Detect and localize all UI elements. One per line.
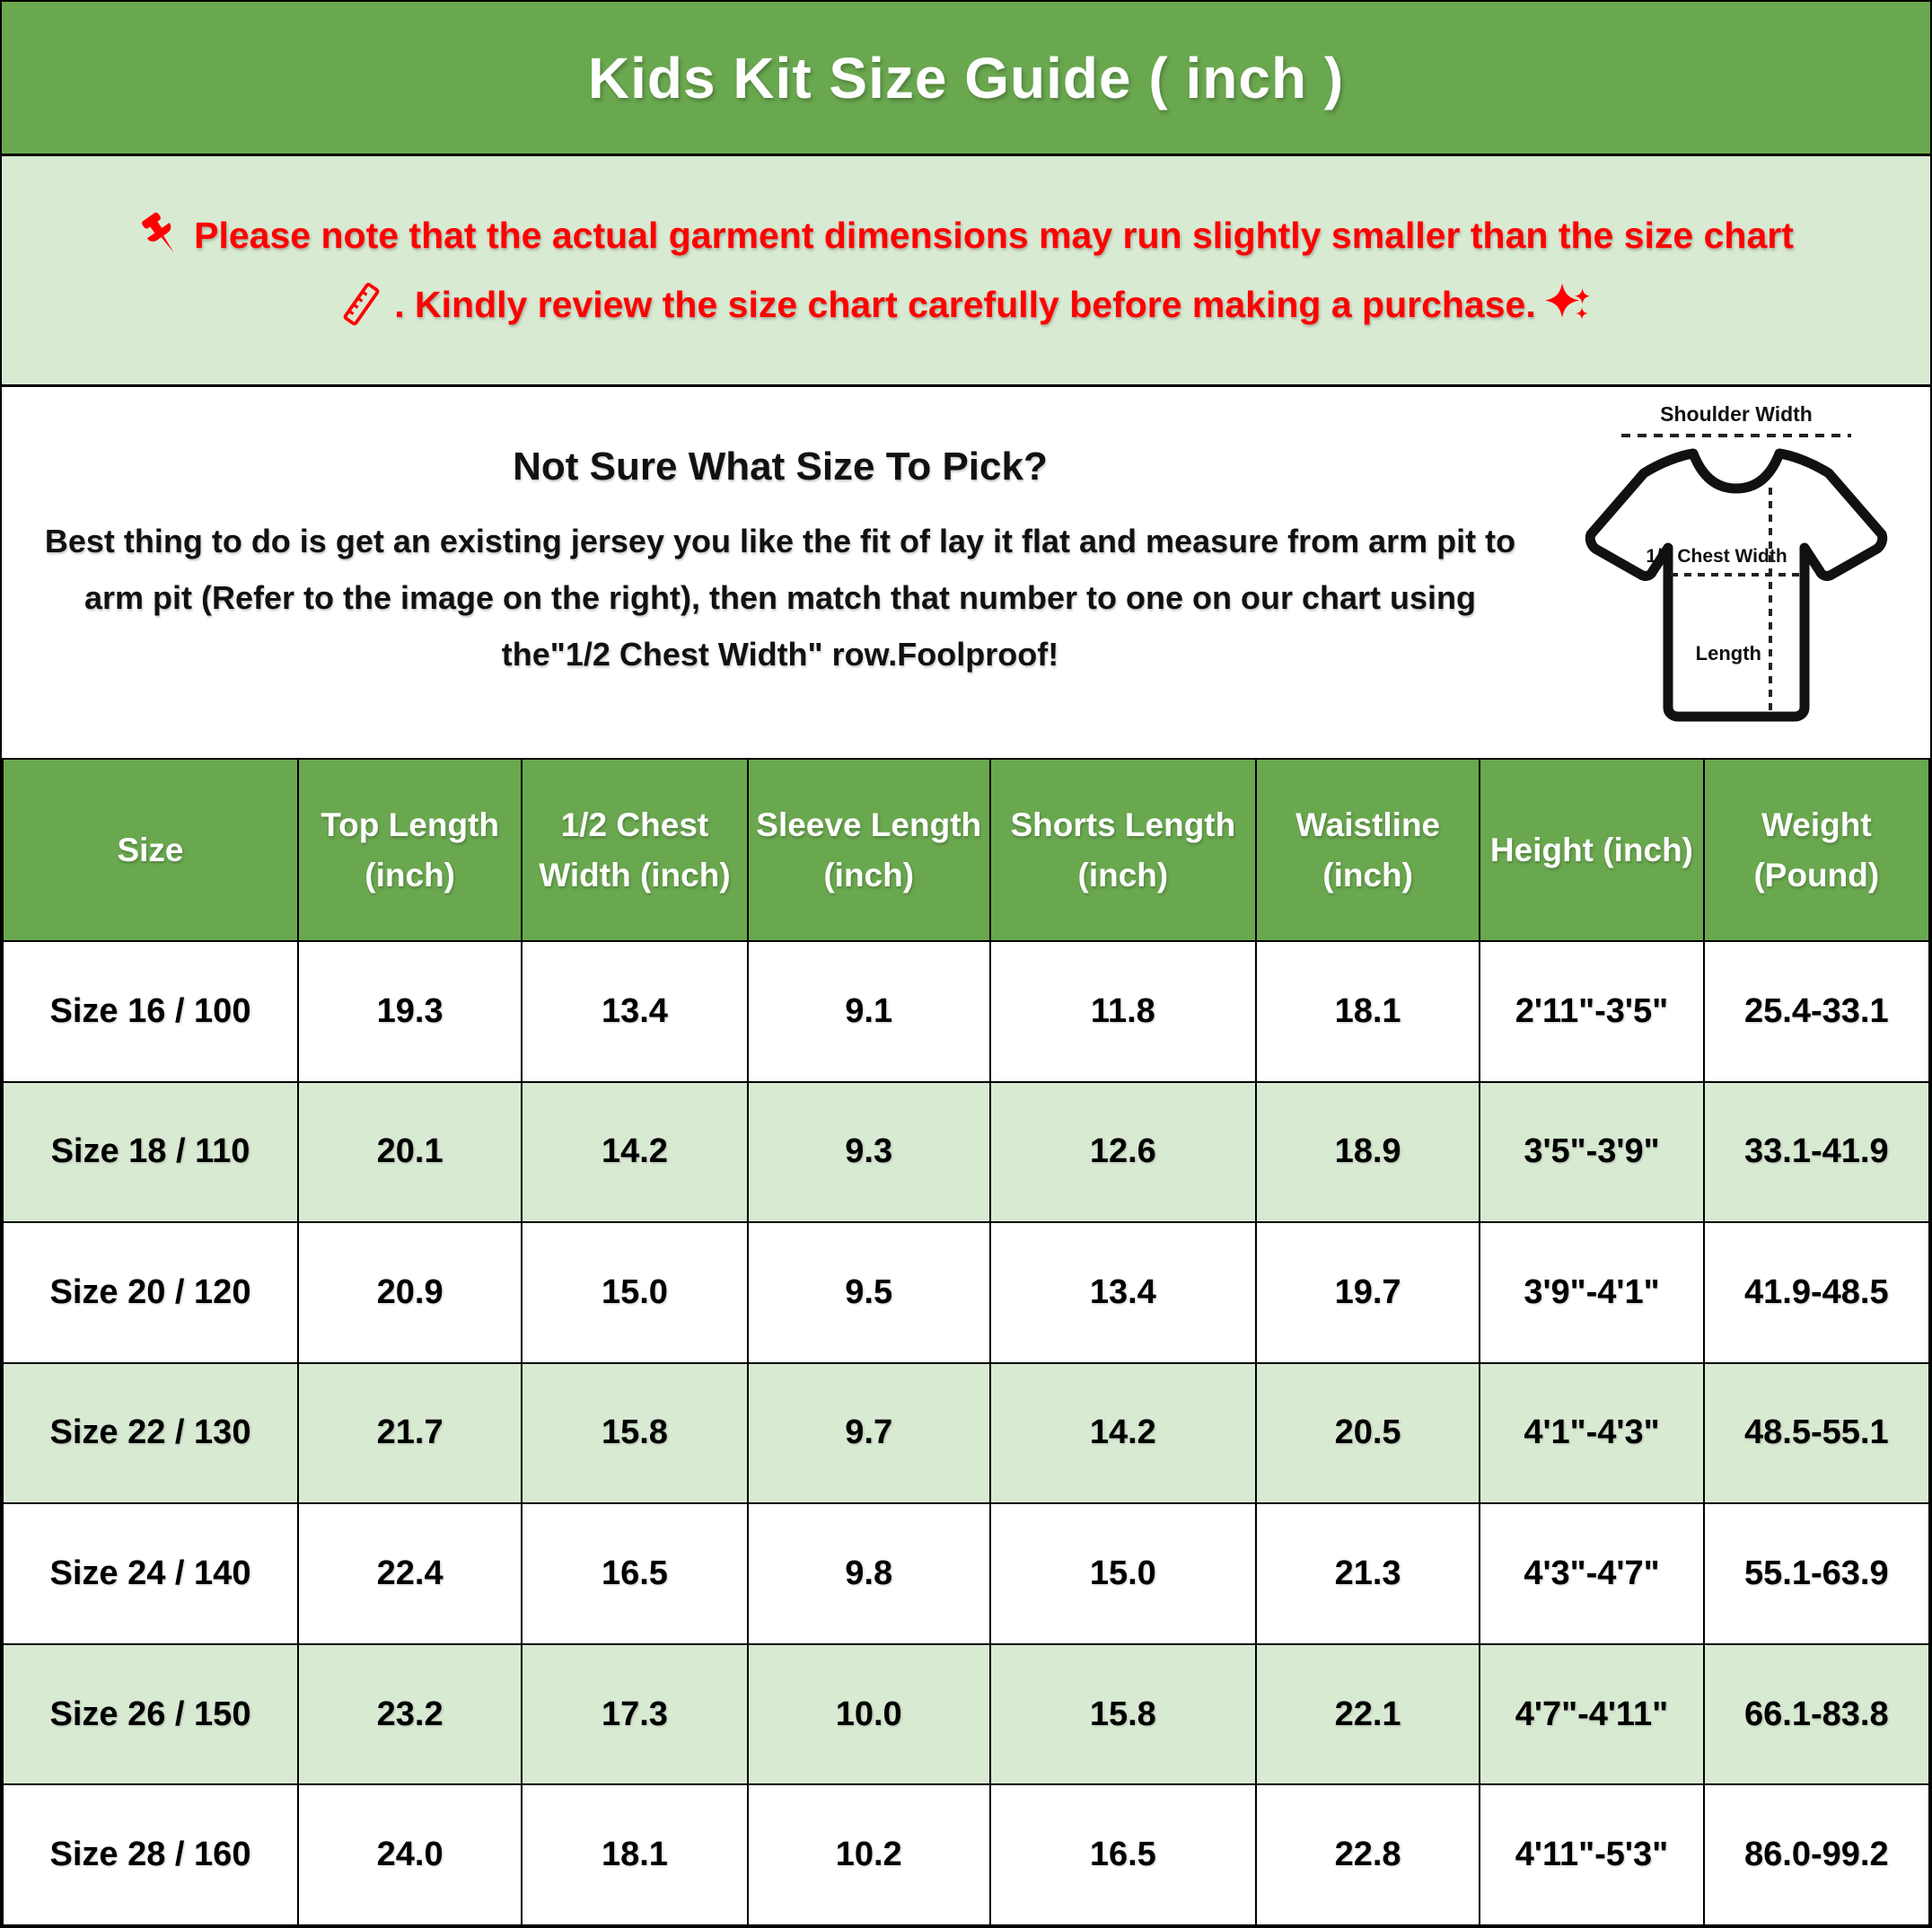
notice-banner [2, 156, 1930, 387]
table-cell: 19.7 [1256, 1222, 1480, 1363]
header-cell: Top Length (inch) [298, 759, 522, 941]
row-size-cell: Size 22 / 130 [3, 1363, 298, 1504]
table-cell: 66.1-83.8 [1704, 1644, 1929, 1785]
table-cell: 20.1 [298, 1082, 522, 1223]
length-label: Length [1695, 641, 1761, 665]
table-cell: 4'3"-4'7" [1480, 1503, 1703, 1644]
table-row [3, 941, 1929, 1082]
header-cell: 1/2 Chest Width (inch) [522, 759, 747, 941]
table-cell: 9.7 [748, 1363, 990, 1504]
table-cell: 33.1-41.9 [1704, 1082, 1929, 1223]
notice-text-2: . Kindly review the size chart carefully before making a purchase. [394, 283, 1536, 325]
table-cell: 25.4-33.1 [1704, 941, 1929, 1082]
table-cell: 20.5 [1256, 1363, 1480, 1504]
table-cell: 4'1"-4'3" [1480, 1363, 1703, 1504]
row-size-cell: Size 28 / 160 [3, 1784, 298, 1925]
guide-body: Best thing to do is get an existing jersey you like the fit of lay it flat and measure from arm pit to arm pit (Refer to the image on the right), then match that number to one on our chart using the"1/2 Chest Width" row.Foolproof! [44, 523, 1516, 673]
table-row [3, 1503, 1929, 1644]
table-cell: 22.1 [1256, 1644, 1480, 1785]
title-bar [2, 2, 1930, 156]
row-size-cell: Size 24 / 140 [3, 1503, 298, 1644]
sparkles-icon [1545, 280, 1594, 329]
guide-text [2, 387, 1553, 758]
guide-heading: Not Sure What Size To Pick? [513, 445, 1048, 489]
table-cell: 15.8 [990, 1644, 1256, 1785]
page-title: Kids Kit Size Guide ( inch ) [587, 45, 1345, 110]
notice-text-1: Please note that the actual garment dimensions may run slightly smaller than the size chart [194, 214, 1794, 256]
table-cell: 55.1-63.9 [1704, 1503, 1929, 1644]
table-cell: 16.5 [990, 1784, 1256, 1925]
table-cell: 4'11"-5'3" [1480, 1784, 1703, 1925]
row-size-cell: Size 16 / 100 [3, 941, 298, 1082]
table-cell: 15.0 [990, 1503, 1256, 1644]
table-cell: 13.4 [522, 941, 747, 1082]
table-cell: 9.3 [748, 1082, 990, 1223]
table-cell: 13.4 [990, 1222, 1256, 1363]
pushpin-icon [138, 212, 185, 259]
table-row [3, 1784, 1929, 1925]
table-cell: 14.2 [522, 1082, 747, 1223]
header-cell: Shorts Length (inch) [990, 759, 1256, 941]
table-row [3, 1363, 1929, 1504]
table-cell: 20.9 [298, 1222, 522, 1363]
notice-line-2 [338, 280, 1593, 329]
table-row [3, 1082, 1929, 1223]
table-cell: 22.8 [1256, 1784, 1480, 1925]
row-size-cell: Size 26 / 150 [3, 1644, 298, 1785]
ruler-icon [338, 281, 385, 328]
size-table [2, 758, 1930, 1926]
table-cell: 17.3 [522, 1644, 747, 1785]
header-cell: Weight (Pound) [1704, 759, 1929, 941]
table-cell: 2'11"-3'5" [1480, 941, 1703, 1082]
table-cell: 9.8 [748, 1503, 990, 1644]
table-cell: 86.0-99.2 [1704, 1784, 1929, 1925]
table-cell: 15.0 [522, 1222, 747, 1363]
header-cell: Height (inch) [1480, 759, 1703, 941]
header-cell: Size [3, 759, 298, 941]
table-cell: 10.0 [748, 1644, 990, 1785]
table-cell: 18.1 [1256, 941, 1480, 1082]
row-size-cell: Size 18 / 110 [3, 1082, 298, 1223]
table-cell: 19.3 [298, 941, 522, 1082]
header-cell: Waistline (inch) [1256, 759, 1480, 941]
table-body [3, 941, 1929, 1925]
table-row [3, 1644, 1929, 1785]
table-cell: 22.4 [298, 1503, 522, 1644]
table-cell: 48.5-55.1 [1704, 1363, 1929, 1504]
table-cell: 3'9"-4'1" [1480, 1222, 1703, 1363]
table-cell: 3'5"-3'9" [1480, 1082, 1703, 1223]
shoulder-width-label: Shoulder Width [1660, 401, 1813, 426]
table-cell: 14.2 [990, 1363, 1256, 1504]
header-cell: Sleeve Length (inch) [748, 759, 990, 941]
table-cell: 9.5 [748, 1222, 990, 1363]
tshirt-icon [1557, 398, 1916, 748]
table-cell: 16.5 [522, 1503, 747, 1644]
table-cell: 15.8 [522, 1363, 747, 1504]
notice-line-1 [138, 212, 1794, 259]
tshirt-diagram [1553, 387, 1930, 758]
guide-section [2, 387, 1930, 758]
table-cell: 21.3 [1256, 1503, 1480, 1644]
table-cell: 12.6 [990, 1082, 1256, 1223]
table-cell: 18.9 [1256, 1082, 1480, 1223]
table-cell: 9.1 [748, 941, 990, 1082]
table-cell: 41.9-48.5 [1704, 1222, 1929, 1363]
table-cell: 10.2 [748, 1784, 990, 1925]
table-cell: 23.2 [298, 1644, 522, 1785]
table-cell: 24.0 [298, 1784, 522, 1925]
table-cell: 18.1 [522, 1784, 747, 1925]
chest-width-label: 1/2 Chest Width [1646, 545, 1787, 567]
table-cell: 11.8 [990, 941, 1256, 1082]
table-cell: 21.7 [298, 1363, 522, 1504]
row-size-cell: Size 20 / 120 [3, 1222, 298, 1363]
table-cell: 4'7"-4'11" [1480, 1644, 1703, 1785]
table-row [3, 1222, 1929, 1363]
table-header-row [3, 759, 1929, 941]
